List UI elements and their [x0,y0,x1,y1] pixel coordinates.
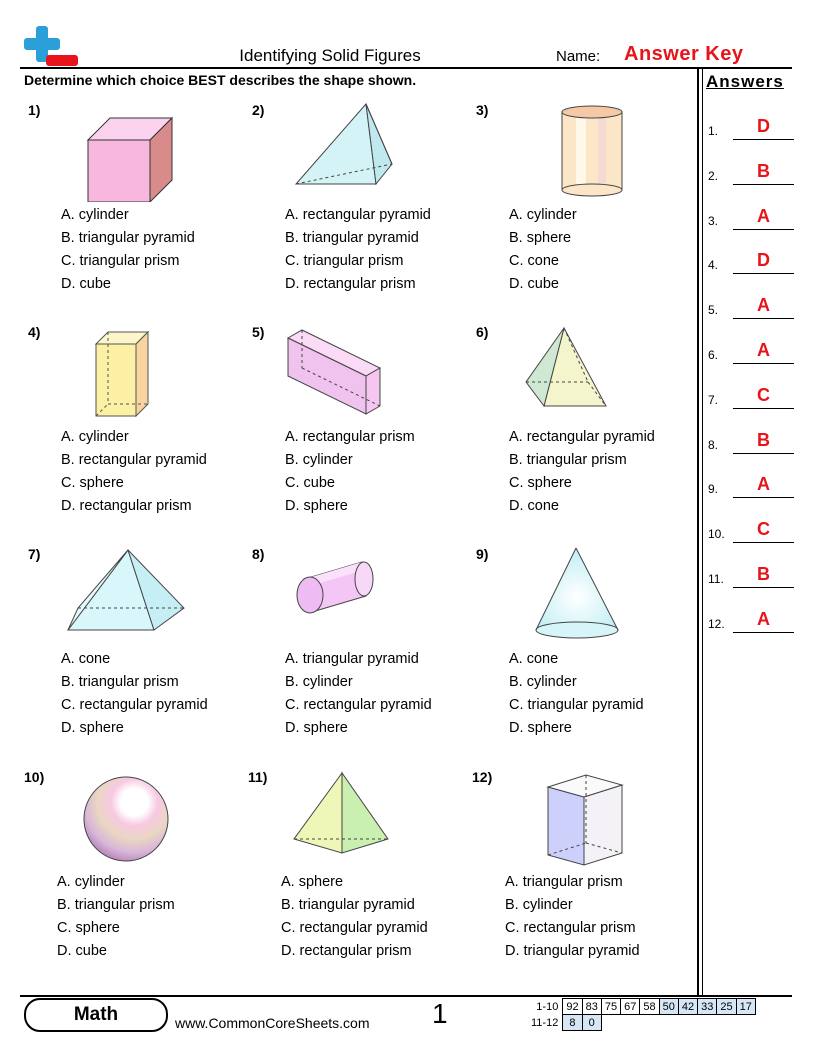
answer-row [708,383,794,409]
answer-option: A. rectangular pyramid [509,429,655,445]
answer-option: C. cube [285,475,335,491]
score-cell: 0 [582,1015,601,1031]
answer-option: A. triangular prism [505,874,623,890]
score-row-label: 11-12 [531,1016,559,1029]
answer-option: C. sphere [57,920,120,936]
answer-column-divider [697,67,699,995]
answer-option: B. triangular pyramid [285,230,419,246]
answer-option: B. triangular pyramid [281,897,415,913]
answer-number: 8. [708,437,719,452]
answer-value: A [757,295,770,316]
shape-figure [278,769,408,869]
question-number: 5) [252,324,265,340]
answer-option: A. cylinder [61,429,129,445]
shape-figure [58,324,188,424]
question-5 [252,324,467,524]
question-9 [476,546,691,746]
answer-value: A [757,340,770,360]
answer-line [733,408,794,409]
answer-option: B. triangular prism [57,897,175,913]
answer-option: D. sphere [285,720,348,736]
answer-number: 1. [708,124,719,138]
answer-line [733,542,794,543]
score-cell: 33 [698,999,717,1015]
score-cell: 58 [640,999,659,1015]
score-cell: 67 [621,999,640,1015]
answer-row [708,472,794,498]
answer-number: 12. [708,616,725,631]
question-number: 10) [24,769,45,785]
shape-figure [502,769,632,869]
shape-figure [58,546,188,646]
question-number: 12) [472,769,493,785]
question-6 [476,324,691,524]
page-title: Identifying Solid Figures [239,46,421,65]
shape-figure [282,546,412,646]
answer-key-label: Answer Key [624,43,744,65]
answer-number: 2. [708,168,719,183]
answer-row [708,517,794,543]
answer-option: B. triangular prism [61,674,179,690]
answer-value: A [757,608,770,629]
answer-option: D. sphere [285,498,348,514]
shape-figure [506,324,636,424]
score-table [528,998,756,1031]
answer-option: A. triangular pyramid [285,651,419,667]
answer-line [733,363,794,364]
answer-value: A [757,474,770,495]
question-number: 7) [28,546,41,562]
answer-line [733,273,794,274]
answer-option: C. cone [509,253,559,269]
answer-option: C. triangular prism [61,253,180,269]
answer-number: 11. [708,572,724,586]
score-row [528,1015,755,1031]
score-cell: 92 [563,999,582,1015]
answer-option: A. rectangular prism [285,429,415,445]
answer-option: B. triangular prism [509,452,627,468]
site-url[interactable]: www.CommonCoreSheets.com [175,1015,370,1031]
answer-option: D. triangular pyramid [505,943,640,959]
answer-option: D. rectangular prism [281,943,412,959]
score-cell: 17 [736,999,755,1015]
answer-row [708,607,794,633]
answer-option: D. rectangular prism [61,498,192,514]
answer-number: 3. [708,213,719,228]
shape-figure [282,102,412,202]
question-7 [28,546,243,746]
question-4 [28,324,243,524]
score-cell: 8 [563,1015,582,1031]
answer-option: A. cone [509,651,559,667]
question-number: 11) [248,769,268,785]
answer-option: B. cylinder [509,674,577,690]
name-label: Name: [556,48,601,65]
answer-number: 10. [708,527,725,542]
answer-row [708,428,794,454]
answer-line [733,139,794,140]
header-divider [20,67,792,69]
score-row [528,999,755,1015]
answer-row [708,114,794,140]
shape-figure [58,102,188,202]
answer-column-divider-inner [702,67,703,995]
answer-option: C. rectangular pyramid [281,920,428,936]
answer-number: 4. [708,258,719,273]
answer-option: B. cylinder [285,674,353,690]
answer-option: C. sphere [509,475,572,491]
answer-option: C. triangular pyramid [509,697,644,713]
answer-number: 6. [708,348,719,362]
answer-value: B [757,160,770,181]
answer-option: D. rectangular prism [285,276,416,292]
answer-option: C. rectangular pyramid [285,697,432,713]
answer-number: 9. [708,482,719,497]
question-number: 3) [476,102,489,118]
answer-row [708,293,794,319]
answer-row [708,248,794,274]
answer-option: D. cube [509,276,559,292]
answer-number: 5. [708,303,719,318]
answer-value: D [757,116,770,136]
question-2 [252,102,467,302]
score-cell: 25 [717,999,736,1015]
answer-line [733,229,794,230]
question-1 [28,102,243,302]
question-8 [252,546,467,746]
footer-divider [20,995,792,997]
shape-figure [506,102,636,202]
question-number: 1) [28,102,41,118]
answer-option: A. rectangular pyramid [285,207,431,223]
answer-line [733,587,794,588]
answer-value: D [757,250,770,271]
shape-figure [282,324,412,424]
score-cell: 83 [582,999,601,1015]
answer-option: C. rectangular pyramid [61,697,208,713]
answer-option: D. sphere [61,720,124,736]
answer-line [733,497,794,498]
answer-line [733,632,794,633]
answer-option: D. cone [509,498,559,514]
answer-option: D. cube [57,943,107,959]
answer-line [733,318,794,319]
answer-option: B. rectangular pyramid [61,452,207,468]
answer-option: B. cylinder [285,452,353,468]
answer-value: C [757,519,770,540]
question-number: 6) [476,324,489,340]
answer-option: C. triangular prism [285,253,404,269]
answer-value: B [757,564,770,584]
answer-option: C. rectangular prism [505,920,636,936]
answer-value: C [757,384,770,405]
answer-row [708,204,794,230]
answer-option: D. sphere [509,720,572,736]
answers-heading: Answers [706,72,784,91]
score-cell: 50 [659,999,678,1015]
answer-value: B [757,429,770,450]
question-12 [472,769,687,969]
answer-option: A. cone [61,651,111,667]
question-3 [476,102,691,302]
answer-option: A. sphere [281,874,344,890]
subject-badge: Math [24,998,168,1032]
answer-number: 7. [708,392,719,407]
page-number: 1 [432,998,448,1029]
answer-row [708,338,794,364]
question-number: 2) [252,102,265,118]
instructions: Determine which choice BEST describes the shape shown. [24,72,417,88]
answer-row [708,562,794,588]
answer-line [733,184,794,185]
answer-option: A. cylinder [61,207,129,223]
answer-option: B. sphere [509,230,572,246]
answer-value: A [757,205,770,226]
question-number: 9) [476,546,489,562]
answer-option: A. cylinder [509,207,577,223]
score-cell: 42 [678,999,697,1015]
answer-option: D. cube [61,276,111,292]
answer-line [733,453,794,454]
plus-minus-logo-icon [22,24,80,68]
shape-figure [54,769,184,869]
answer-option: B. cylinder [505,897,573,913]
answer-option: C. sphere [61,475,124,491]
answer-row [708,159,794,185]
question-10 [24,769,239,969]
question-11 [248,769,463,969]
score-row-label: 1-10 [536,1000,559,1013]
shape-figure [506,546,636,646]
question-number: 8) [252,546,265,562]
score-cell: 75 [601,999,620,1015]
question-number: 4) [28,324,41,340]
answer-option: A. cylinder [57,874,125,890]
answer-option: B. triangular pyramid [61,230,195,246]
